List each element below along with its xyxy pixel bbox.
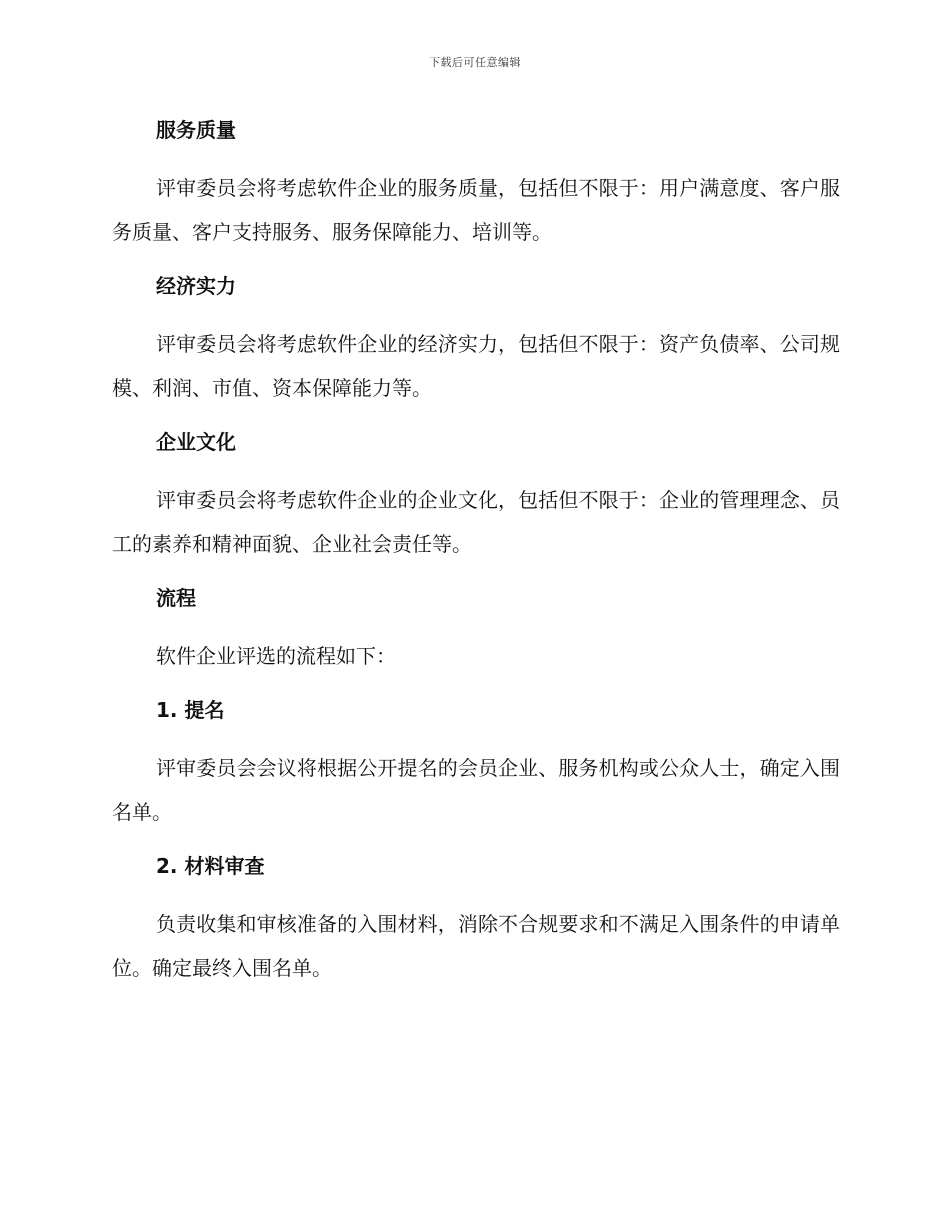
section-paragraph-nomination: 评审委员会会议将根据公开提名的会员企业、服务机构或公众人士，确定入围名单。 xyxy=(112,756,840,824)
section-heading-economic-strength: 经济实力 xyxy=(156,274,236,298)
section-heading-corporate-culture: 企业文化 xyxy=(156,430,236,454)
section-heading-process: 流程 xyxy=(156,586,196,610)
section-heading-material-review: 2. 材料审查 xyxy=(156,854,265,878)
section-paragraph-process: 软件企业评选的流程如下： xyxy=(156,644,396,668)
section-paragraph-material-review: 负责收集和审核准备的入围材料，消除不合规要求和不满足入围条件的申请单位。确定最终入围名单。 xyxy=(112,912,840,980)
section-heading-nomination: 1. 提名 xyxy=(156,698,225,722)
section-paragraph-economic-strength: 评审委员会将考虑软件企业的经济实力，包括但不限于：资产负债率、公司规模、利润、市值、资本保障能力等。 xyxy=(112,332,840,400)
section-heading-service-quality: 服务质量 xyxy=(156,118,236,142)
document-body xyxy=(112,110,840,1002)
section-paragraph-service-quality: 评审委员会将考虑软件企业的服务质量，包括但不限于：用户满意度、客户服务质量、客户支持服务、服务保障能力、培训等。 xyxy=(112,176,840,244)
section-paragraph-corporate-culture: 评审委员会将考虑软件企业的企业文化，包括但不限于：企业的管理理念、员工的素养和精神面貌、企业社会责任等。 xyxy=(112,488,840,556)
page-header-note: 下载后可任意编辑 xyxy=(429,56,521,69)
